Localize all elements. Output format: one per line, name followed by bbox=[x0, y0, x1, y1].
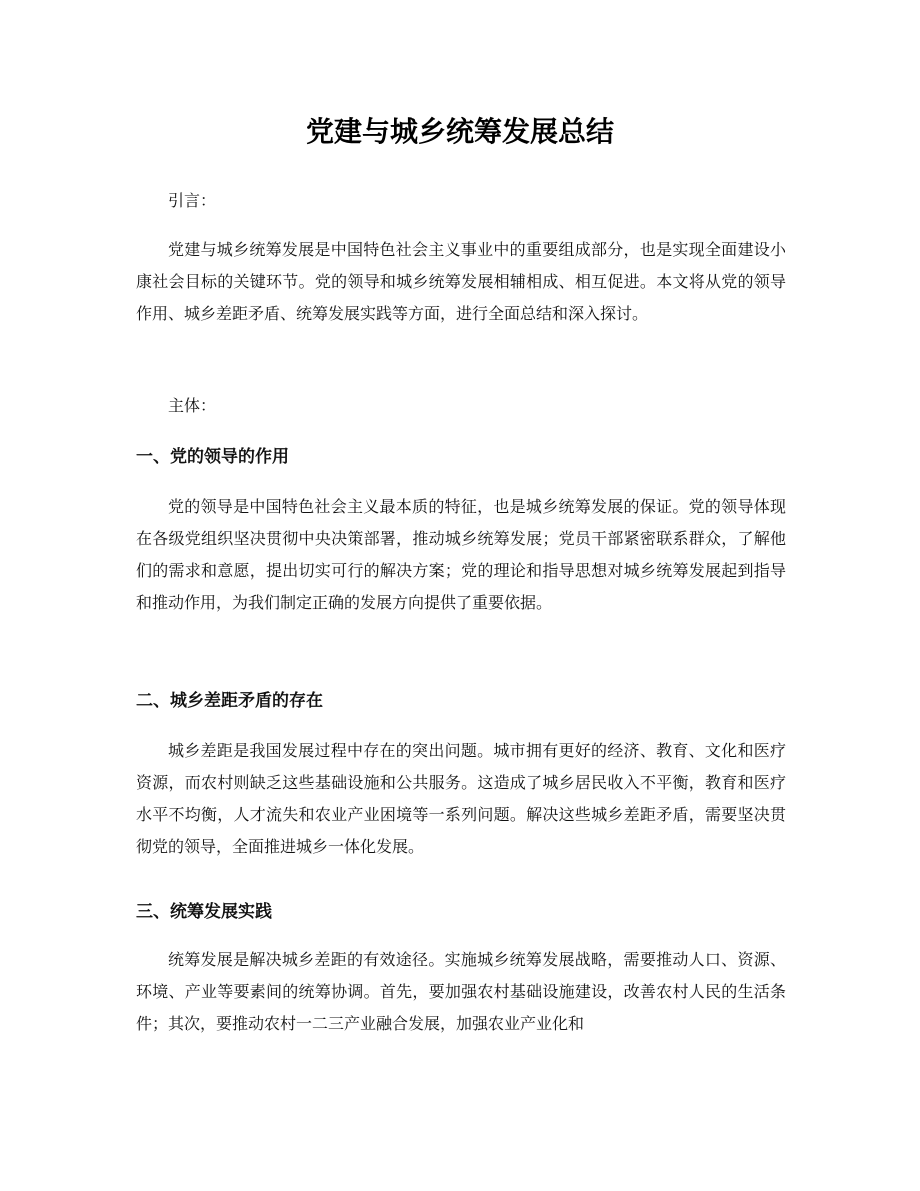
section-heading-1: 一、党的领导的作用 bbox=[136, 447, 289, 467]
section-paragraph-2: 城乡差距是我国发展过程中存在的突出问题。城市拥有更好的经济、教育、文化和医疗资源，而农村则缺乏这些基础设施和公共服务。这造成了城乡居民收入不平衡，教育和医疗水平不均衡，人才流失和农业产业困境等一系列问题。解决这些城乡差距矛盾，需要坚决贯彻党的领导，全面推进城乡一体化发展。 bbox=[136, 741, 786, 856]
section-paragraph-3: 统筹发展是解决城乡差距的有效途径。实施城乡统筹发展战略，需要推动人口、资源、环境、产业等要素间的统筹协调。首先，要加强农村基础设施建设，改善农村人民的生活条件；其次，要推动农村一二三产业融合发展，加强农业产业化和 bbox=[136, 950, 786, 1033]
section-heading-2: 二、城乡差距矛盾的存在 bbox=[136, 691, 323, 711]
section-paragraph-1: 党的领导是中国特色社会主义最本质的特征，也是城乡统筹发展的保证。党的领导体现在各级党组织坚决贯彻中央决策部署，推动城乡统筹发展；党员干部紧密联系群众，了解他们的需求和意愿，提出切实可行的解决方案；党的理论和指导思想对城乡统筹发展起到指导和推动作用，为我们制定正确的发展方向提供了重要依据。 bbox=[136, 497, 786, 612]
intro-paragraph: 党建与城乡统筹发展是中国特色社会主义事业中的重要组成部分，也是实现全面建设小康社会目标的关键环节。党的领导和城乡统筹发展相辅相成、相互促进。本文将从党的领导作用、城乡差距矛盾、统筹发展实践等方面，进行全面总结和深入探讨。 bbox=[136, 240, 786, 323]
body-label: 主体： bbox=[168, 396, 217, 415]
section-heading-3: 三、统筹发展实践 bbox=[136, 902, 272, 922]
document-title: 党建与城乡统筹发展总结 bbox=[305, 115, 614, 148]
intro-label: 引言： bbox=[168, 191, 217, 210]
